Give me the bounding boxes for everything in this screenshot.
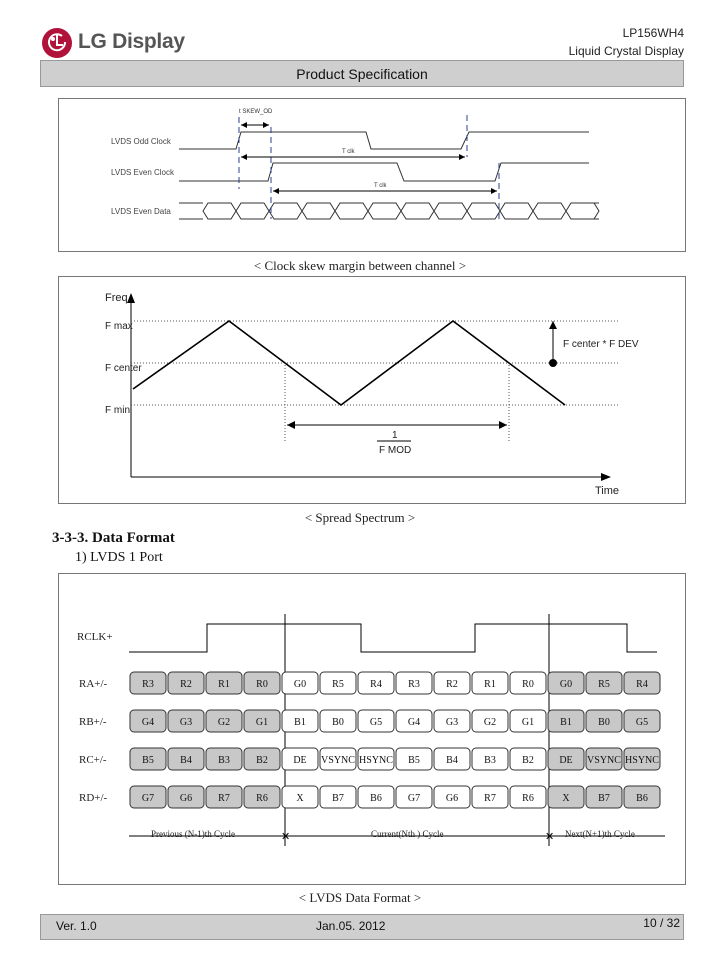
lvds-bit-label: B6 bbox=[370, 793, 382, 804]
spread-spectrum-diagram bbox=[58, 276, 686, 504]
lvds-bit-label: B1 bbox=[560, 717, 572, 728]
clock-skew-diagram bbox=[58, 98, 686, 252]
model-number: LP156WH4 bbox=[622, 26, 684, 40]
lvds-bit-label: R5 bbox=[598, 679, 610, 690]
lvds-format-caption: < LVDS Data Format > bbox=[298, 890, 422, 905]
period-denominator: F MOD bbox=[379, 445, 412, 456]
rclk-label: RCLK+ bbox=[77, 631, 113, 643]
lvds-bit-label: R3 bbox=[142, 679, 154, 690]
lvds-bit-label: G2 bbox=[217, 717, 231, 728]
lvds-bit-label: R6 bbox=[256, 793, 268, 804]
lvds-data-format-diagram bbox=[58, 573, 686, 885]
even-data-label: LVDS Even Data bbox=[111, 207, 171, 216]
lvds-bit-label: G0 bbox=[559, 679, 573, 690]
lvds-bit-label: R2 bbox=[446, 679, 458, 690]
clock-skew-caption: < Clock skew margin between channel > bbox=[253, 258, 467, 273]
lvds-bit-label: B2 bbox=[256, 755, 268, 766]
lvds-bit-label: HSYNC bbox=[625, 755, 660, 766]
lvds-bit-label: G3 bbox=[445, 717, 459, 728]
lvds-bit-label: R1 bbox=[218, 679, 230, 690]
spread-spectrum-caption: < Spread Spectrum > bbox=[304, 510, 416, 525]
lvds-bit-label: G5 bbox=[635, 717, 649, 728]
lvds-bit-label: B0 bbox=[332, 717, 344, 728]
lvds-bit-label: X bbox=[296, 793, 304, 804]
logo-text: LG Display bbox=[78, 30, 185, 53]
lvds-bit-label: B4 bbox=[180, 755, 192, 766]
time-axis-label: Time bbox=[595, 485, 620, 497]
lvds-bit-label: DE bbox=[293, 755, 307, 766]
lvds-row-label: RA+/- bbox=[79, 678, 108, 690]
lvds-bit-label: G0 bbox=[293, 679, 307, 690]
lvds-bit-label: VSYNC bbox=[587, 755, 622, 766]
lvds-bit-label: B5 bbox=[142, 755, 154, 766]
footer-date: Jan.05. 2012 bbox=[316, 919, 386, 933]
fcenter-label: F center bbox=[105, 363, 142, 374]
lvds-bit-label: G7 bbox=[407, 793, 421, 804]
lvds-bit-label: G4 bbox=[407, 717, 421, 728]
lvds-bit-label: G1 bbox=[255, 717, 269, 728]
lvds-bit-label: B1 bbox=[294, 717, 306, 728]
fmax-label: F max bbox=[105, 321, 133, 332]
lvds-bit-label: G5 bbox=[369, 717, 383, 728]
lvds-row-label: RB+/- bbox=[79, 716, 107, 728]
lvds-bit-label: R6 bbox=[522, 793, 534, 804]
lvds-bit-label: R3 bbox=[408, 679, 420, 690]
lvds-bit-label: B4 bbox=[446, 755, 458, 766]
lvds-bit-label: B7 bbox=[598, 793, 610, 804]
lvds-bit-label: R4 bbox=[370, 679, 382, 690]
lvds-bit-label: B6 bbox=[636, 793, 648, 804]
tclk-odd-label: T clk bbox=[342, 149, 355, 155]
spec-banner: Product Specification bbox=[40, 60, 684, 87]
lvds-row-label: RD+/- bbox=[79, 792, 108, 804]
skew-label: t SKEW_OD bbox=[239, 109, 273, 115]
section-subtitle: 1) LVDS 1 Port bbox=[75, 550, 163, 565]
lvds-bit-label: G1 bbox=[521, 717, 535, 728]
lvds-row-label: RC+/- bbox=[79, 754, 107, 766]
lvds-bit-label: G6 bbox=[445, 793, 459, 804]
fmin-label: F min bbox=[105, 405, 130, 416]
lvds-bit-label: B0 bbox=[598, 717, 610, 728]
lvds-bit-label: B3 bbox=[484, 755, 496, 766]
lvds-bit-label: DE bbox=[559, 755, 573, 766]
next-cycle-label: Next(N+1)th Cycle bbox=[565, 829, 635, 839]
lg-logo-icon bbox=[42, 28, 72, 58]
previous-cycle-label: Previous (N-1)th Cycle bbox=[151, 829, 235, 839]
footer-page-number: 10 / 32 bbox=[643, 916, 680, 930]
lvds-bit-label: R7 bbox=[484, 793, 496, 804]
current-cycle-label: Current(Nth ) Cycle bbox=[371, 829, 444, 839]
lvds-bit-label: B2 bbox=[522, 755, 534, 766]
period-numerator: 1 bbox=[392, 430, 398, 441]
lvds-bit-label: VSYNC bbox=[321, 755, 356, 766]
lvds-bit-label: G6 bbox=[179, 793, 193, 804]
lvds-bit-label: R1 bbox=[484, 679, 496, 690]
cycle-marker-left-icon: ✕ bbox=[281, 831, 291, 843]
lvds-bit-label: R0 bbox=[256, 679, 268, 690]
lvds-bit-label: B5 bbox=[408, 755, 420, 766]
section-title: 3-3-3. Data Format bbox=[52, 530, 175, 546]
odd-clock-label: LVDS Odd Clock bbox=[111, 137, 171, 146]
cycle-marker-right-icon: ✕ bbox=[545, 831, 555, 843]
lvds-bit-label: G7 bbox=[141, 793, 155, 804]
tclk-even-label: T clk bbox=[374, 183, 387, 189]
lvds-bit-label: R7 bbox=[218, 793, 230, 804]
product-subtitle: Liquid Crystal Display bbox=[568, 44, 684, 58]
lvds-bit-label: HSYNC bbox=[359, 755, 394, 766]
lvds-bit-label: G4 bbox=[141, 717, 155, 728]
footer-version: Ver. 1.0 bbox=[56, 919, 97, 933]
lvds-bit-label: R2 bbox=[180, 679, 192, 690]
freq-axis-label: Freq. bbox=[105, 292, 131, 304]
lvds-bit-label: B7 bbox=[332, 793, 344, 804]
lg-display-logo bbox=[42, 28, 202, 60]
lvds-bit-label: G2 bbox=[483, 717, 497, 728]
lvds-bit-label: R0 bbox=[522, 679, 534, 690]
lvds-bit-label: R5 bbox=[332, 679, 344, 690]
lvds-bit-label: R4 bbox=[636, 679, 648, 690]
deviation-label: F center * F DEV bbox=[563, 339, 639, 350]
lvds-bit-label: G3 bbox=[179, 717, 193, 728]
lvds-bit-label: B3 bbox=[218, 755, 230, 766]
lvds-bit-label: X bbox=[562, 793, 570, 804]
even-clock-label: LVDS Even Clock bbox=[111, 168, 174, 177]
